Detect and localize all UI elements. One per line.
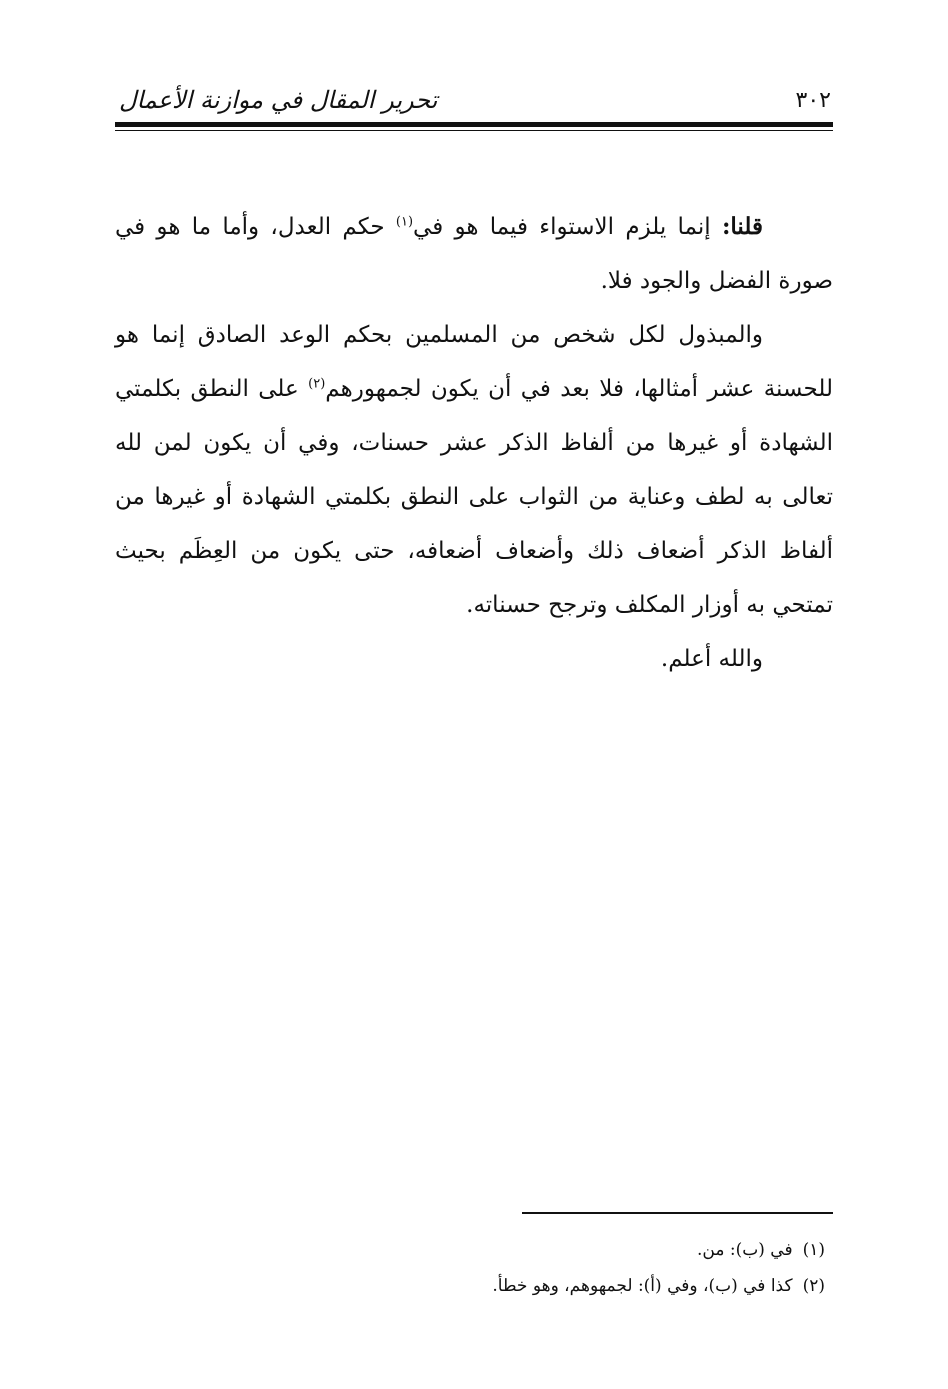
footnote-text: كذا في (ب)، وفي (أ): لجمهوهم، وهو خطأ. bbox=[492, 1276, 793, 1296]
footnote-text: في (ب): من. bbox=[697, 1240, 793, 1260]
paragraph-2-text-b: على النطق بكلمتي الشهادة أو غيرها من ألفاظ الذكر عشر حسنات، وفي أن يكون لمن لله تعالى به لطف وعناية من الثواب على النطق بكلمتي الشهادة أو غيرها من ألفاظ الذكر أضعاف ذلك وأضعاف أضعافه، حتى يكون من العِظَم بحيث تمتحي به أوزار المكلف وترجح حسناته. bbox=[115, 376, 833, 618]
header-rule-thick bbox=[115, 122, 833, 127]
paragraph-2 bbox=[115, 308, 833, 632]
page-header bbox=[115, 84, 833, 116]
footnote-ref-2: (٢) bbox=[308, 376, 326, 392]
footnotes bbox=[115, 1232, 833, 1304]
paragraph-lead: قلنا: bbox=[721, 213, 763, 240]
header-rule-thin bbox=[115, 130, 833, 131]
footnote-number: (١) bbox=[802, 1240, 825, 1260]
paragraph-2-text-a: والمبذول لكل شخص من المسلمين بحكم الوعد الصادق إنما هو للحسنة عشر أمثالها، فلا بعد في أن يكون لجمهورهم bbox=[115, 322, 833, 402]
page-number: ٣٠٢ bbox=[795, 88, 831, 113]
footnote-number: (٢) bbox=[802, 1276, 825, 1296]
footnote-2 bbox=[115, 1268, 833, 1304]
closing-line: والله أعلم. bbox=[660, 646, 763, 672]
paragraph-1 bbox=[115, 200, 833, 308]
running-title: تحرير المقال في موازنة الأعمال bbox=[119, 86, 438, 114]
main-text bbox=[115, 200, 833, 686]
footnote-1 bbox=[115, 1232, 833, 1268]
footnote-ref-1: (١) bbox=[395, 214, 414, 230]
paragraph-1-text-a: إنما يلزم الاستواء فيما هو في bbox=[413, 214, 722, 240]
footnote-rule bbox=[522, 1212, 833, 1214]
paragraph-1-text-b: حكم العدل، وأما ما هو في صورة الفضل والجود فلا. bbox=[115, 214, 833, 294]
